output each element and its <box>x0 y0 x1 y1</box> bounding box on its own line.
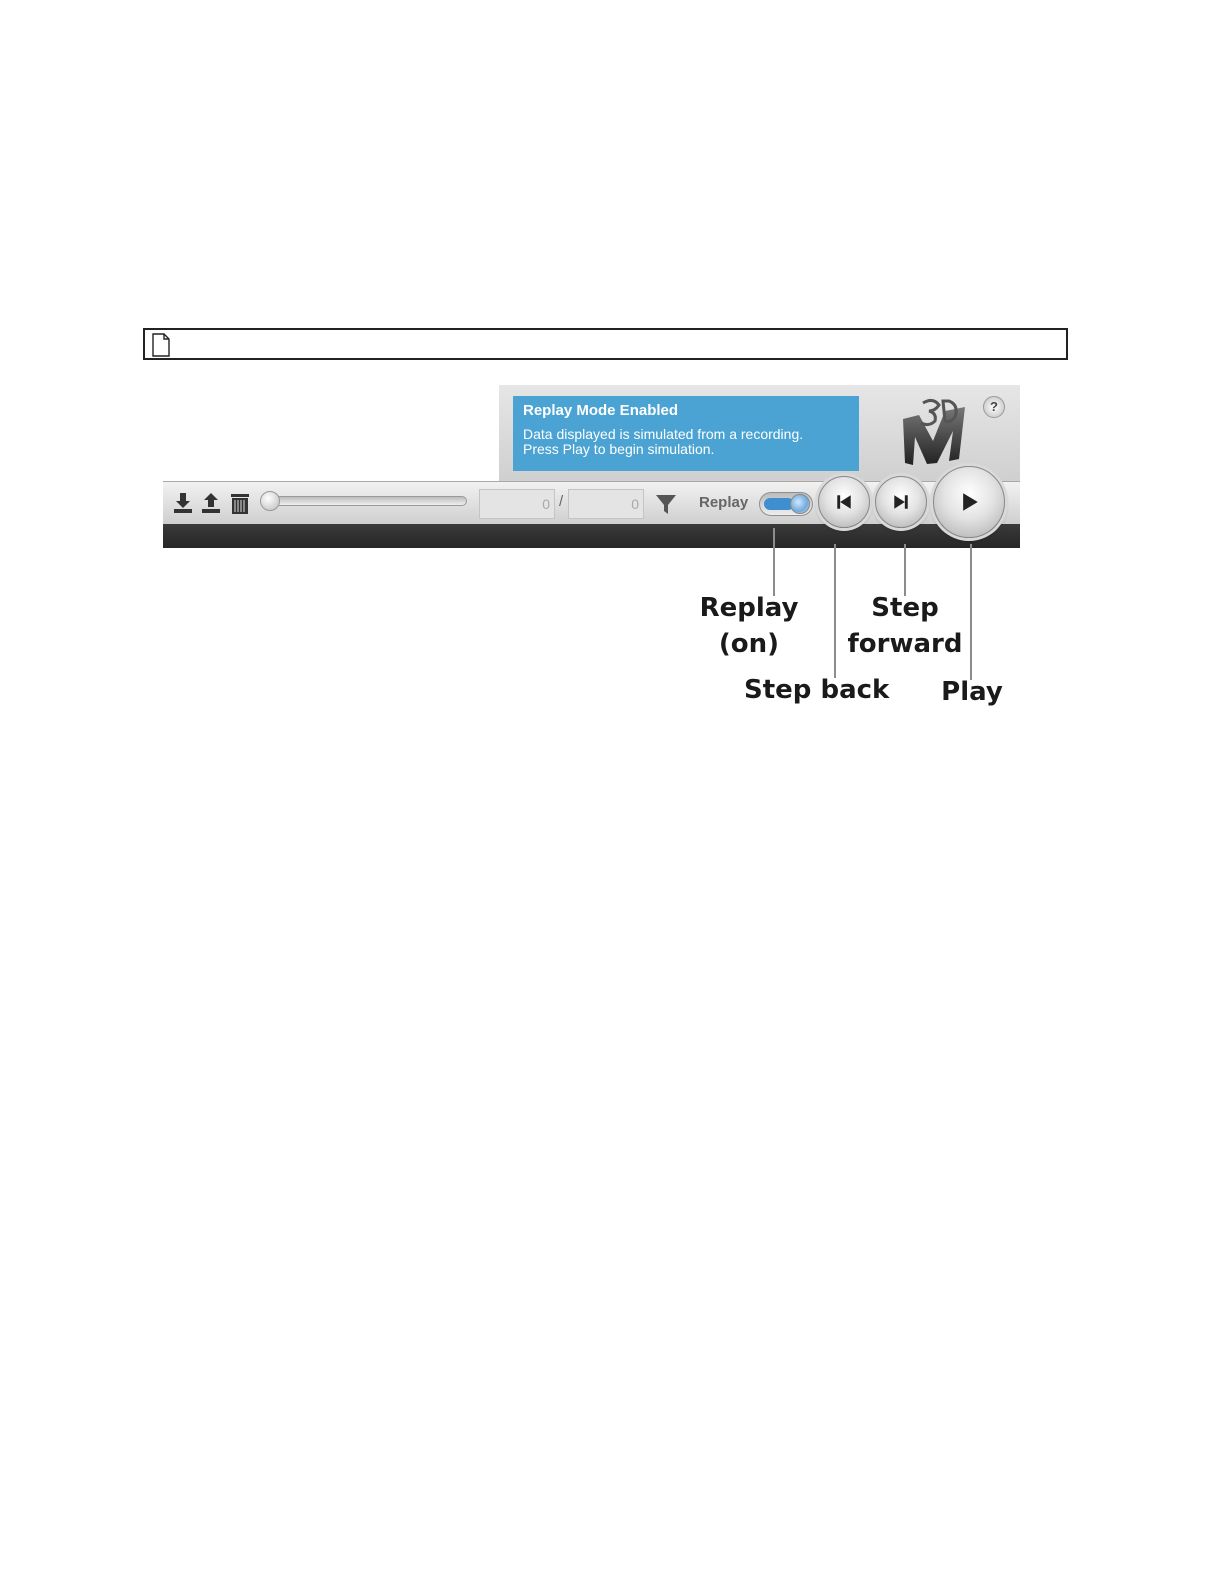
banner-line-1: Data displayed is simulated from a recording. <box>523 426 804 442</box>
upload-icon[interactable] <box>200 491 222 515</box>
replay-mode-banner <box>513 396 859 471</box>
step-forward-icon <box>876 477 926 527</box>
frame-separator: / <box>559 493 564 510</box>
download-icon[interactable] <box>172 491 194 515</box>
replay-toggle-knob[interactable] <box>790 494 810 514</box>
filter-icon[interactable] <box>655 492 677 516</box>
timeline-slider-handle[interactable] <box>260 491 280 511</box>
play-icon <box>934 467 1004 537</box>
step-back-icon <box>819 477 869 527</box>
replay-callout <box>699 590 799 662</box>
step-forward-callout <box>845 590 965 662</box>
banner-line-2: Press Play to begin simulation. <box>523 441 715 457</box>
step-back-callout: Step back <box>744 675 890 705</box>
step-forward-button[interactable] <box>875 476 927 528</box>
step-forward-callout-line-1: Step <box>871 593 939 623</box>
help-icon[interactable]: ? <box>983 396 1005 418</box>
step-back-button[interactable] <box>818 476 870 528</box>
step-forward-callout-line-2: forward <box>847 629 963 659</box>
replay-callout-line-1: Replay <box>699 593 799 623</box>
total-frames-field[interactable]: 0 <box>568 489 644 519</box>
replay-callout-line-2: (on) <box>718 629 780 659</box>
document-icon <box>151 333 171 357</box>
current-frame-field[interactable]: 0 <box>479 489 555 519</box>
play-button[interactable] <box>933 466 1005 538</box>
trash-icon[interactable] <box>229 491 251 515</box>
replay-toggle[interactable] <box>759 492 813 516</box>
replay-label: Replay <box>699 494 749 511</box>
banner-title: Replay Mode Enabled <box>523 402 679 419</box>
toolbar-bottom-strip <box>163 524 1020 548</box>
play-leader-line <box>970 544 972 680</box>
replay-leader-line <box>773 528 775 596</box>
step-forward-leader-line <box>904 544 906 596</box>
timeline-slider[interactable] <box>263 496 467 506</box>
document-box <box>143 328 1068 360</box>
play-callout: Play <box>941 677 1003 707</box>
3dm-logo <box>899 397 973 467</box>
step-back-leader-line <box>834 544 836 678</box>
